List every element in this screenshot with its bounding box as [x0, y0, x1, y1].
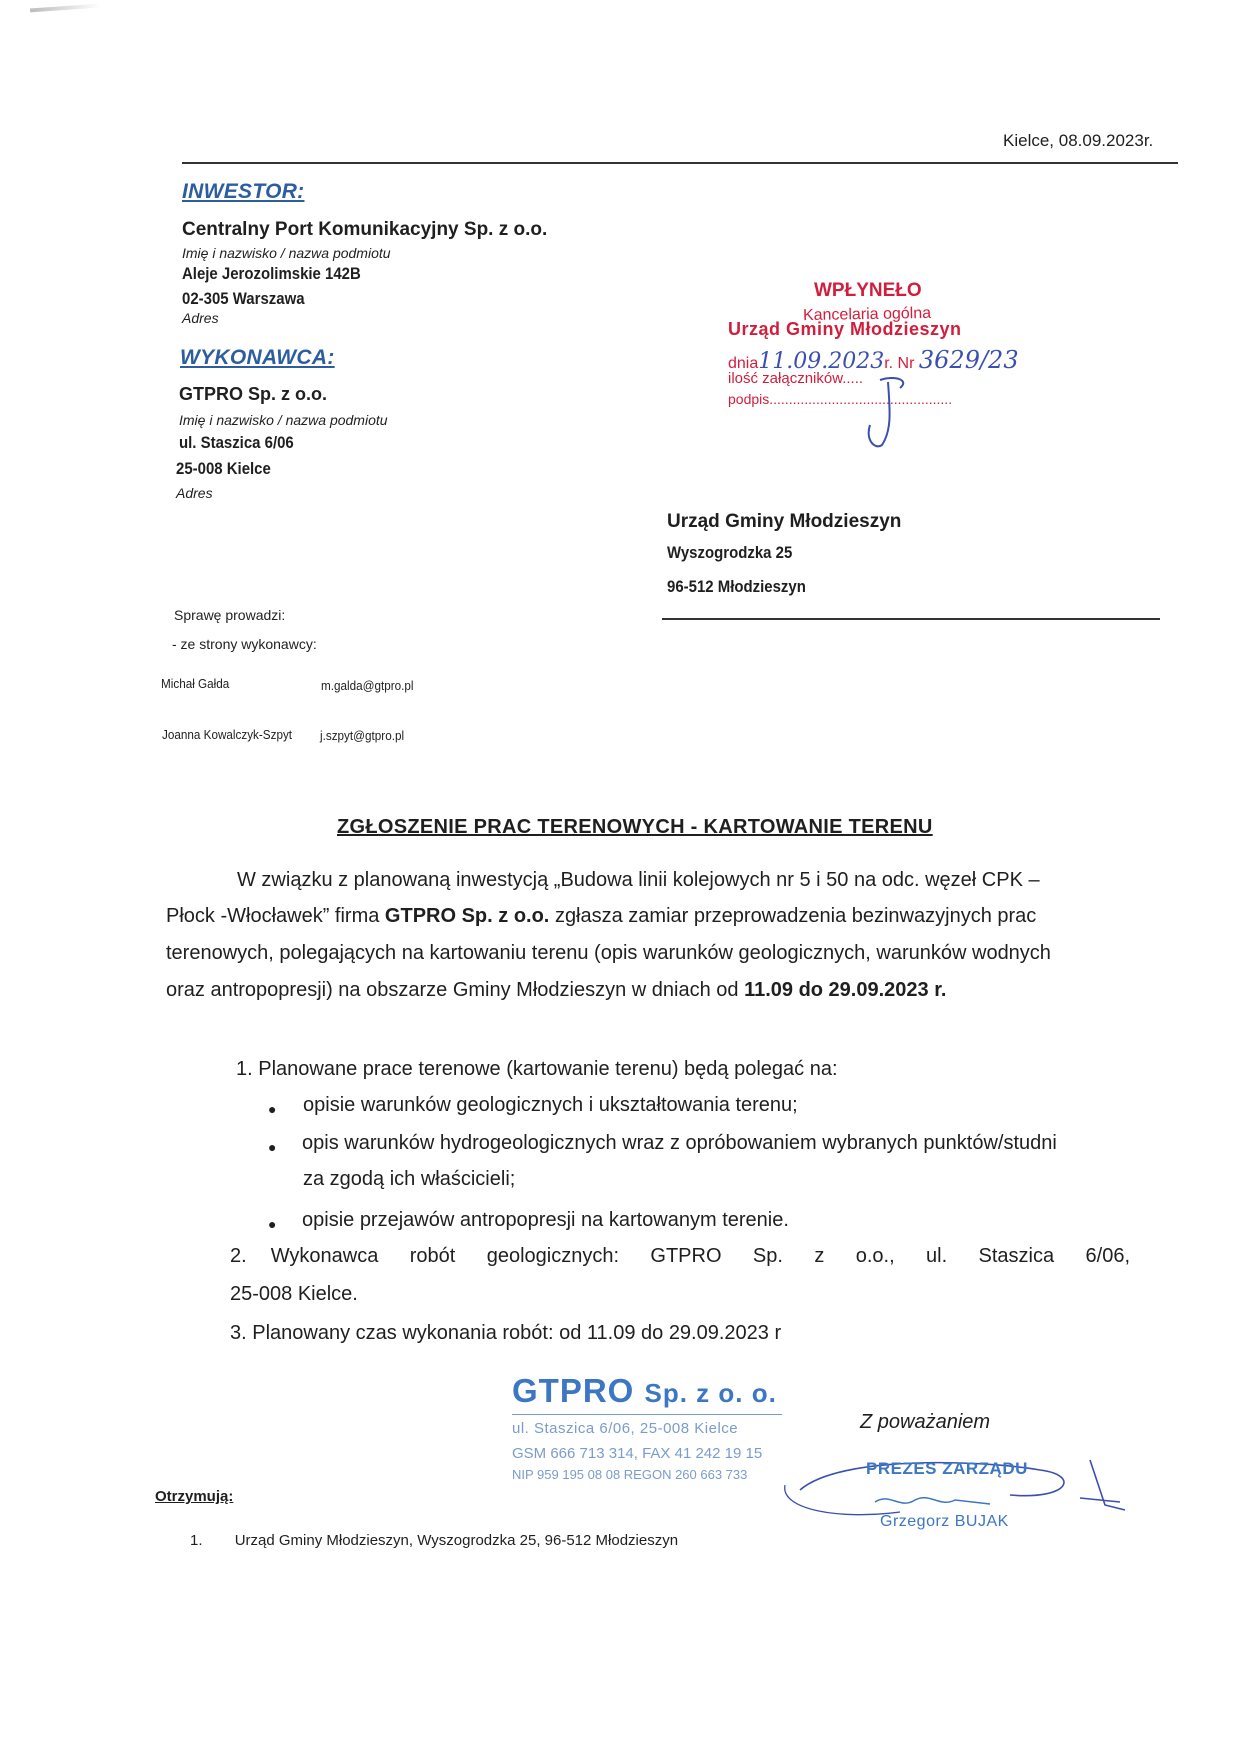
- distribution-text: Urząd Gminy Młodzieszyn, Wyszogrodzka 25, 96-512 Młodzieszyn: [234, 1532, 679, 1549]
- bullet-text: opisie przejawów antropopresji na kartowanym terenie.: [302, 1209, 789, 1231]
- company-stamp-ids: NIP 959 195 08 08 REGON 260 663 733: [512, 1467, 748, 1482]
- contact-name: Joanna Kowalczyk-Szpyt: [162, 727, 293, 742]
- received-stamp-number: 3629/23: [918, 346, 1019, 374]
- received-stamp-attachments: ilość załączników.....: [728, 370, 864, 387]
- received-stamp-title: WPŁYNEŁO: [814, 280, 922, 301]
- paragraph-line: W związku z planowaną inwestycją „Budowa linii kolejowych nr 5 i 50 na odc. węzeł CPK –: [237, 869, 1040, 891]
- recipient-street: Wyszogrodzka 25: [667, 543, 793, 562]
- header-rule: [182, 162, 1178, 164]
- paragraph-text: oraz antropopresji) na obszarze Gminy Młodzieszyn w dniach od: [166, 979, 739, 1001]
- list-number: 2.: [230, 1245, 247, 1267]
- received-stamp-office: Kancelaria ogólna: [802, 304, 932, 325]
- paragraph-line: [166, 905, 1036, 928]
- paragraph-text: Płock -Włocławek” firma: [166, 905, 380, 927]
- list-text: Wykonawca robót geologicznych: GTPRO Sp. z o.o., ul. Staszica 6/06,: [270, 1245, 1130, 1267]
- contact-email[interactable]: m.galda@gtpro.pl: [321, 678, 414, 693]
- list-item-1: [236, 1058, 838, 1081]
- bullet-text: opis warunków hydrogeologicznych wraz z opróbowaniem wybranych punktów/studni: [302, 1132, 1057, 1154]
- distribution-number: 1.: [190, 1532, 203, 1549]
- list-number: 1.: [236, 1058, 253, 1080]
- list-item-2-cont: 25-008 Kielce.: [230, 1283, 358, 1305]
- investor-street: Aleje Jerozolimskie 142B: [182, 264, 361, 283]
- received-stamp-date: 11.09.2023: [758, 349, 885, 374]
- contractor-name: GTPRO Sp. z o.o.: [179, 384, 327, 404]
- signatory-title: PREZES ZARZĄDU: [866, 1459, 1028, 1478]
- distribution-label: Otrzymują:: [155, 1488, 234, 1505]
- received-stamp-signature-line: podpis...............................................: [728, 391, 953, 407]
- bullet-item: [268, 1212, 276, 1235]
- paragraph-text: zgłasza zamiar przeprowadzenia bezinwazyjnych prac: [554, 905, 1037, 927]
- scan-artifact: [30, 4, 100, 13]
- company-stamp-rule: [512, 1414, 782, 1415]
- contact-name: Michał Gałda: [161, 676, 230, 691]
- investor-address-caption: Adres: [182, 310, 219, 326]
- received-stamp-signature-scribble: [840, 370, 930, 460]
- investor-name-caption: Imię i nazwisko / nazwa podmiotu: [182, 245, 391, 261]
- bullet-item: [268, 1135, 276, 1158]
- investor-role-label: INWESTOR:: [182, 180, 305, 203]
- company-stamp-name: [512, 1372, 777, 1410]
- received-stamp-authority: Urząd Gminy Młodzieszyn: [728, 319, 962, 339]
- signatory-initials-scribble: [870, 1490, 1000, 1512]
- investor-city: 02-305 Warszawa: [182, 289, 305, 308]
- document-date: Kielce, 08.09.2023r.: [1003, 131, 1154, 150]
- contractor-city: 25-008 Kielce: [176, 459, 271, 478]
- bullet-icon: ●: [268, 1101, 277, 1117]
- paragraph-company: GTPRO Sp. z o.o.: [384, 905, 550, 927]
- company-stamp-brand: GTPRO: [512, 1372, 635, 1409]
- company-stamp-phone: GSM 666 713 314, FAX 41 242 19 15: [512, 1445, 763, 1462]
- contractor-name-caption: Imię i nazwisko / nazwa podmiotu: [179, 412, 388, 428]
- received-stamp-nr-label: r. Nr: [884, 355, 915, 372]
- company-stamp-suffix: Sp. z o. o.: [644, 1378, 777, 1408]
- contractor-role-label: WYKONAWCA:: [180, 346, 335, 369]
- contacts-sublabel: - ze strony wykonawcy:: [172, 636, 317, 652]
- list-text: Planowany czas wykonania robót: od 11.09 do 29.09.2023 r: [252, 1322, 782, 1344]
- recipient-rule: [662, 618, 1160, 620]
- list-item-3: [230, 1322, 781, 1345]
- bullet-icon: ●: [268, 1139, 277, 1155]
- bullet-text-cont: za zgodą ich właścicieli;: [303, 1168, 516, 1190]
- list-number: 3.: [230, 1322, 247, 1344]
- list-text: Planowane prace terenowe (kartowanie terenu) będą polegać na:: [258, 1058, 838, 1080]
- received-stamp-signature-label: podpis: [728, 391, 770, 407]
- list-item-2: [230, 1245, 1130, 1268]
- bullet-item: [268, 1097, 276, 1120]
- paragraph-line: terenowych, polegających na kartowaniu terenu (opis warunków geologicznych, warunków wodnych: [166, 942, 1051, 964]
- company-stamp-address: ul. Staszica 6/06, 25-008 Kielce: [512, 1420, 739, 1437]
- paragraph-dates: 11.09 do 29.09.2023 r: [744, 979, 941, 1001]
- contractor-street: ul. Staszica 6/06: [179, 433, 294, 452]
- investor-name: Centralny Port Komunikacyjny Sp. z o.o.: [182, 219, 548, 240]
- document-title: ZGŁOSZENIE PRAC TERENOWYCH - KARTOWANIE TERENU: [337, 816, 933, 838]
- contact-email[interactable]: j.szpyt@gtpro.pl: [320, 728, 405, 743]
- contacts-label: Sprawę prowadzi:: [174, 607, 286, 623]
- closing-phrase: Z poważaniem: [860, 1411, 991, 1433]
- bullet-text: opisie warunków geologicznych i ukształtowania terenu;: [303, 1094, 798, 1116]
- recipient-city: 96-512 Młodzieszyn: [667, 577, 806, 596]
- bullet-icon: ●: [268, 1216, 277, 1232]
- paragraph-period: .: [940, 979, 947, 1001]
- recipient-name: Urząd Gminy Młodzieszyn: [667, 511, 902, 532]
- paragraph-line: [166, 979, 946, 1002]
- received-stamp-date-label: dnia: [728, 355, 759, 372]
- contractor-address-caption: Adres: [176, 485, 213, 501]
- received-stamp-attachments-label: ilość załączników: [728, 370, 843, 387]
- distribution-item: [190, 1532, 678, 1549]
- signatory-name: Grzegorz BUJAK: [880, 1513, 1009, 1530]
